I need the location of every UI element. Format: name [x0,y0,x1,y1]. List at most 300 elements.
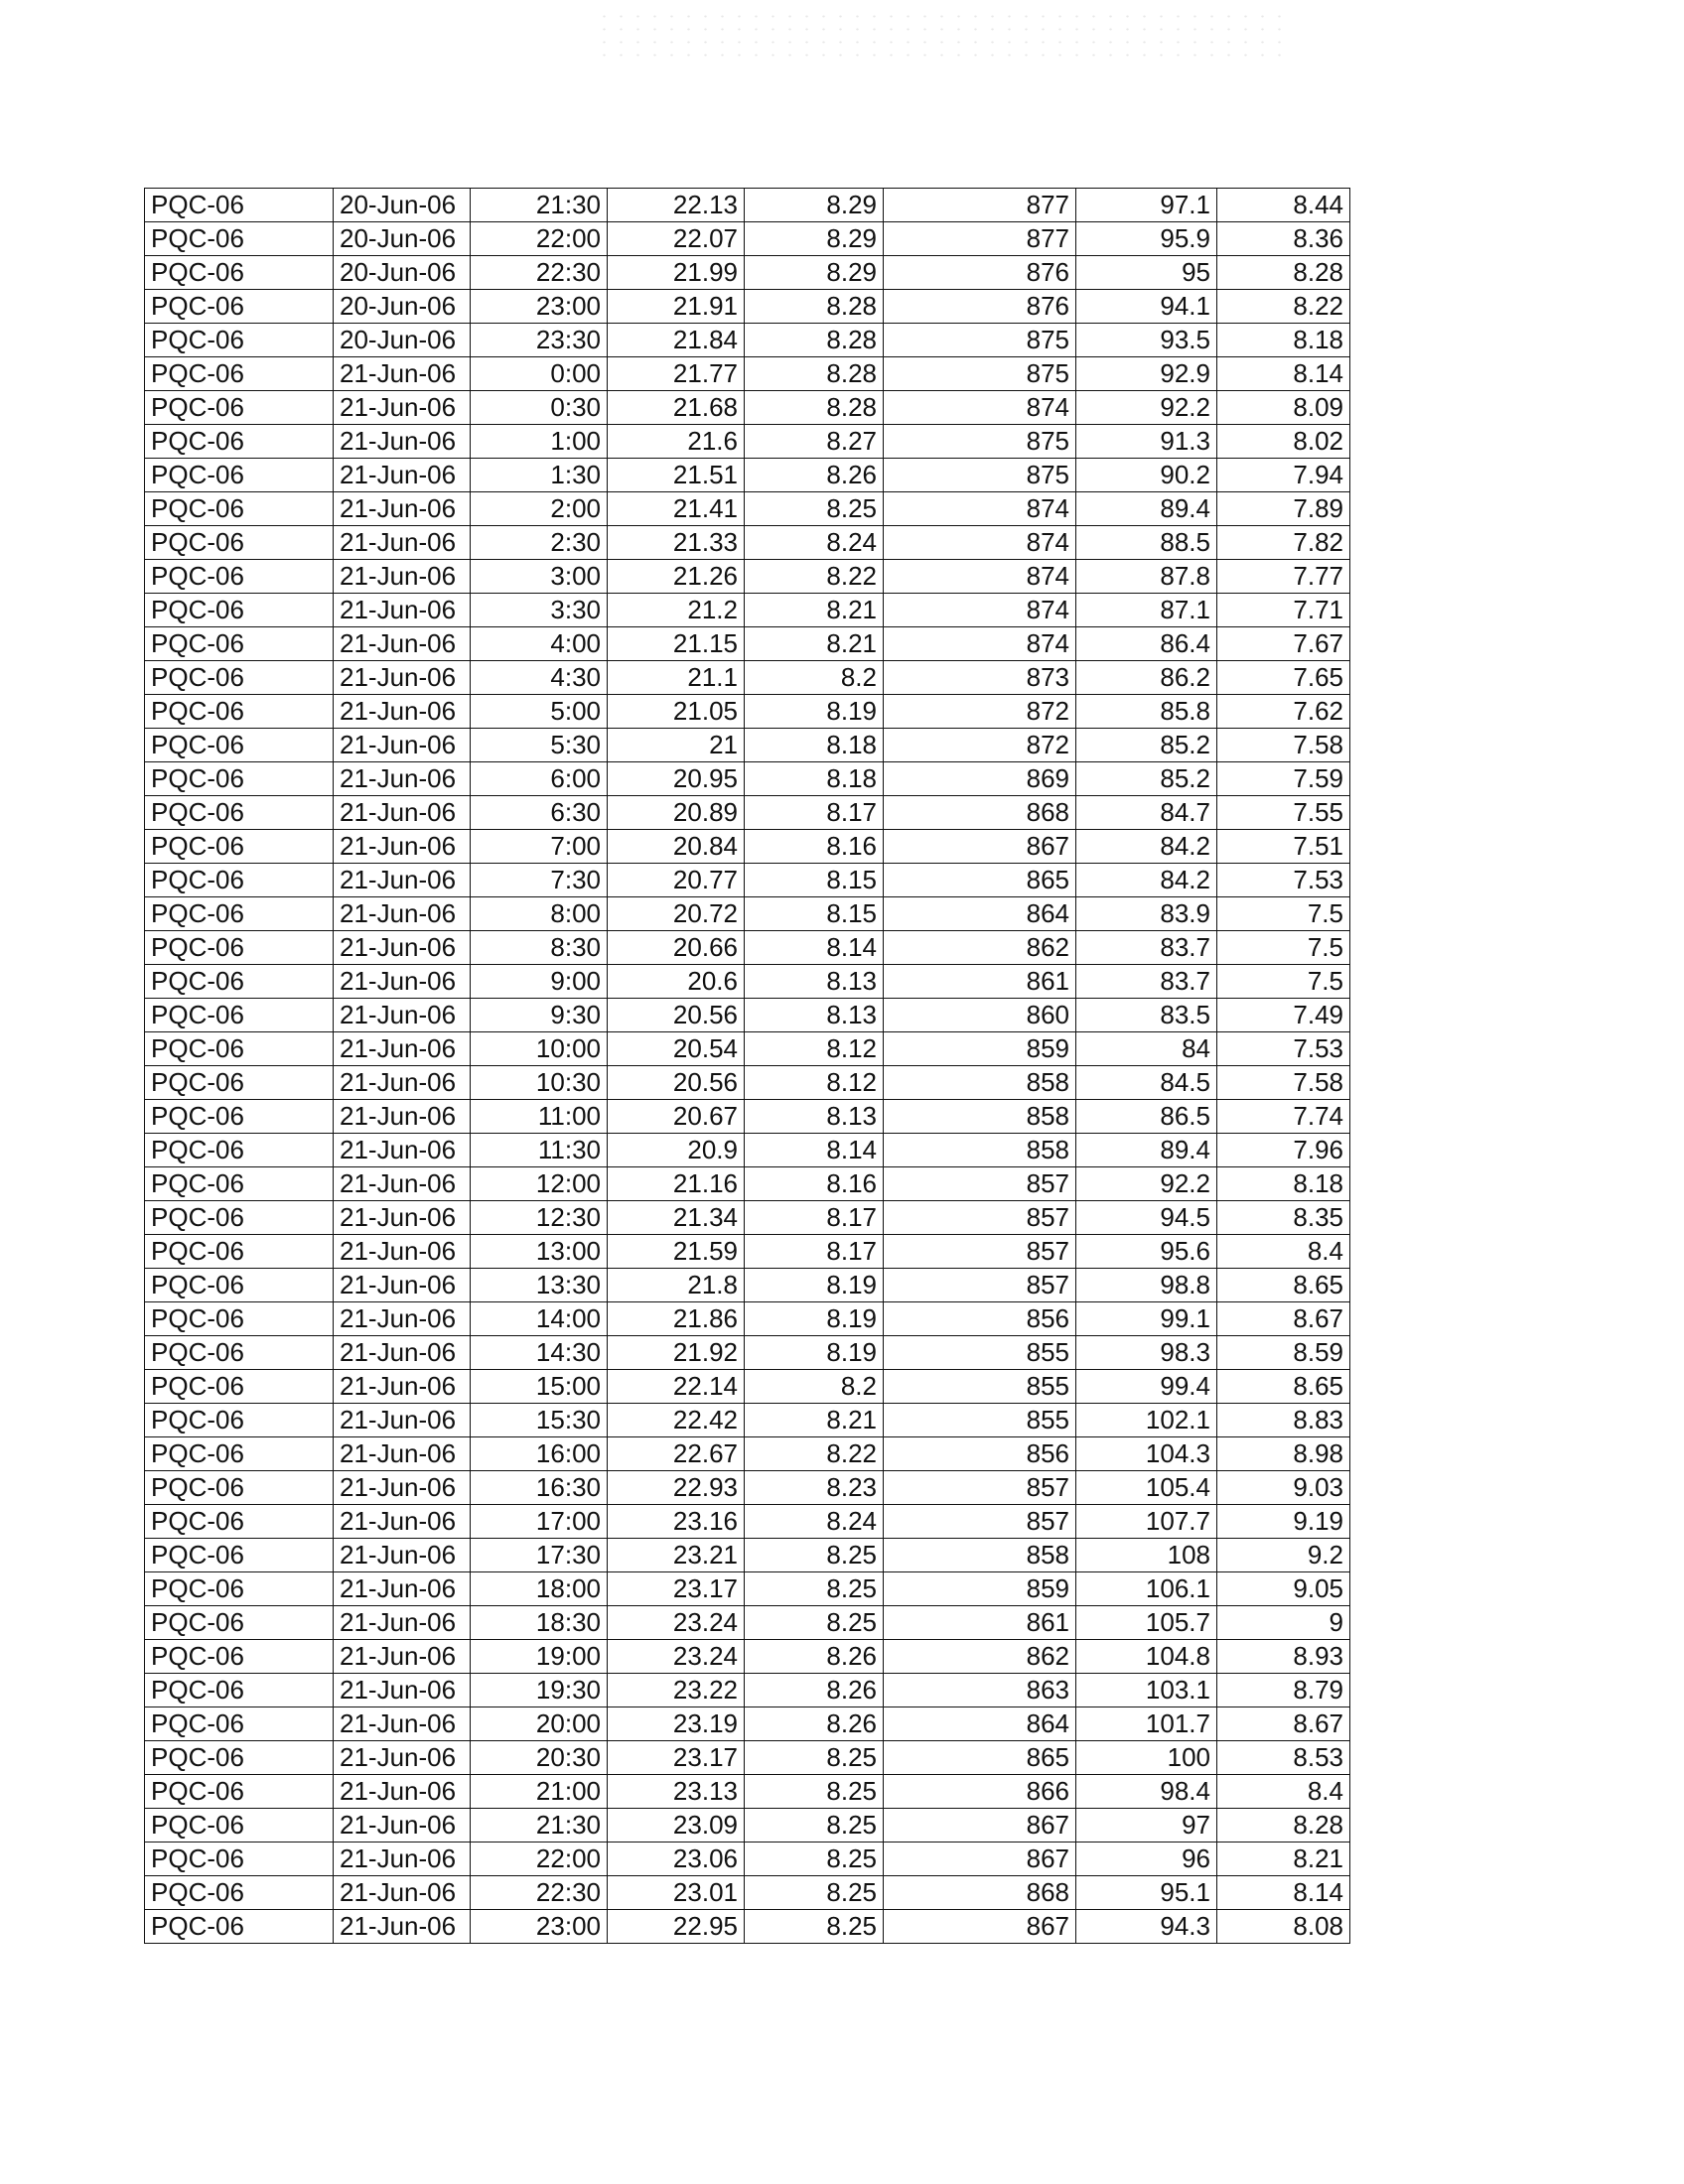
value1-cell: 20.77 [608,864,745,897]
time-cell: 18:30 [471,1606,608,1640]
site-cell: PQC-06 [145,1100,334,1134]
value4-cell: 92.2 [1076,391,1217,425]
date-cell: 21-Jun-06 [334,1741,471,1775]
table-row [145,695,1350,729]
value4-cell: 97 [1076,1809,1217,1843]
value5-cell: 8.4 [1217,1235,1350,1269]
site-cell: PQC-06 [145,627,334,661]
value3-cell: 856 [884,1302,1076,1336]
time-cell: 21:00 [471,1775,608,1809]
value3-cell: 855 [884,1370,1076,1404]
value2-cell: 8.24 [745,526,884,560]
value3-cell: 863 [884,1674,1076,1707]
time-cell: 5:00 [471,695,608,729]
value5-cell: 7.74 [1217,1100,1350,1134]
value5-cell: 8.28 [1217,1809,1350,1843]
date-cell: 21-Jun-06 [334,1167,471,1201]
value1-cell: 22.13 [608,189,745,222]
value2-cell: 8.29 [745,189,884,222]
value2-cell: 8.17 [745,1201,884,1235]
value1-cell: 20.84 [608,830,745,864]
table-row [145,1876,1350,1910]
value5-cell: 8.02 [1217,425,1350,459]
value1-cell: 20.56 [608,1066,745,1100]
value5-cell: 9 [1217,1606,1350,1640]
value5-cell: 7.51 [1217,830,1350,864]
time-cell: 11:00 [471,1100,608,1134]
value1-cell: 21.05 [608,695,745,729]
value1-cell: 23.01 [608,1876,745,1910]
value2-cell: 8.13 [745,965,884,999]
value3-cell: 874 [884,391,1076,425]
value1-cell: 20.95 [608,762,745,796]
value3-cell: 876 [884,256,1076,290]
value2-cell: 8.25 [745,492,884,526]
value4-cell: 103.1 [1076,1674,1217,1707]
value2-cell: 8.17 [745,1235,884,1269]
time-cell: 6:30 [471,796,608,830]
date-cell: 21-Jun-06 [334,1640,471,1674]
table-row [145,290,1350,324]
date-cell: 21-Jun-06 [334,425,471,459]
value4-cell: 94.1 [1076,290,1217,324]
time-cell: 3:00 [471,560,608,594]
value1-cell: 21.1 [608,661,745,695]
value3-cell: 860 [884,999,1076,1032]
value3-cell: 875 [884,324,1076,357]
site-cell: PQC-06 [145,1370,334,1404]
value5-cell: 9.19 [1217,1505,1350,1539]
date-cell: 21-Jun-06 [334,1572,471,1606]
value5-cell: 7.5 [1217,931,1350,965]
data-table-body [145,189,1350,1944]
date-cell: 21-Jun-06 [334,1100,471,1134]
value1-cell: 23.16 [608,1505,745,1539]
site-cell: PQC-06 [145,864,334,897]
value5-cell: 7.55 [1217,796,1350,830]
time-cell: 12:00 [471,1167,608,1201]
time-cell: 2:30 [471,526,608,560]
time-cell: 17:30 [471,1539,608,1572]
value2-cell: 8.28 [745,357,884,391]
value3-cell: 859 [884,1032,1076,1066]
date-cell: 21-Jun-06 [334,357,471,391]
table-row [145,425,1350,459]
site-cell: PQC-06 [145,695,334,729]
value1-cell: 21.99 [608,256,745,290]
table-row [145,931,1350,965]
value4-cell: 86.4 [1076,627,1217,661]
site-cell: PQC-06 [145,1437,334,1471]
date-cell: 21-Jun-06 [334,1876,471,1910]
value2-cell: 8.21 [745,627,884,661]
value3-cell: 875 [884,357,1076,391]
site-cell: PQC-06 [145,1269,334,1302]
time-cell: 19:00 [471,1640,608,1674]
value2-cell: 8.25 [745,1606,884,1640]
value1-cell: 20.56 [608,999,745,1032]
table-row [145,627,1350,661]
value2-cell: 8.25 [745,1809,884,1843]
date-cell: 20-Jun-06 [334,222,471,256]
value2-cell: 8.26 [745,1640,884,1674]
time-cell: 5:30 [471,729,608,762]
site-cell: PQC-06 [145,1201,334,1235]
value2-cell: 8.13 [745,1100,884,1134]
time-cell: 8:30 [471,931,608,965]
table-row [145,1505,1350,1539]
date-cell: 21-Jun-06 [334,1843,471,1876]
value4-cell: 108 [1076,1539,1217,1572]
value3-cell: 859 [884,1572,1076,1606]
value5-cell: 8.4 [1217,1775,1350,1809]
site-cell: PQC-06 [145,661,334,695]
date-cell: 21-Jun-06 [334,1134,471,1167]
value4-cell: 97.1 [1076,189,1217,222]
value4-cell: 94.5 [1076,1201,1217,1235]
date-cell: 21-Jun-06 [334,459,471,492]
date-cell: 21-Jun-06 [334,1437,471,1471]
value5-cell: 8.08 [1217,1910,1350,1944]
table-row [145,1167,1350,1201]
value1-cell: 20.66 [608,931,745,965]
value5-cell: 8.18 [1217,1167,1350,1201]
value1-cell: 22.14 [608,1370,745,1404]
value2-cell: 8.24 [745,1505,884,1539]
value5-cell: 8.65 [1217,1269,1350,1302]
value1-cell: 20.67 [608,1100,745,1134]
value4-cell: 106.1 [1076,1572,1217,1606]
table-row [145,762,1350,796]
site-cell: PQC-06 [145,222,334,256]
value5-cell: 7.58 [1217,1066,1350,1100]
value4-cell: 94.3 [1076,1910,1217,1944]
value2-cell: 8.19 [745,695,884,729]
site-cell: PQC-06 [145,1404,334,1437]
table-row [145,492,1350,526]
time-cell: 9:30 [471,999,608,1032]
value1-cell: 20.9 [608,1134,745,1167]
value2-cell: 8.19 [745,1302,884,1336]
site-cell: PQC-06 [145,594,334,627]
value3-cell: 869 [884,762,1076,796]
value4-cell: 87.8 [1076,560,1217,594]
time-cell: 22:30 [471,256,608,290]
site-cell: PQC-06 [145,1235,334,1269]
date-cell: 21-Jun-06 [334,695,471,729]
date-cell: 21-Jun-06 [334,1606,471,1640]
date-cell: 21-Jun-06 [334,999,471,1032]
value3-cell: 858 [884,1100,1076,1134]
date-cell: 21-Jun-06 [334,1201,471,1235]
date-cell: 21-Jun-06 [334,526,471,560]
site-cell: PQC-06 [145,290,334,324]
value4-cell: 84.2 [1076,830,1217,864]
value1-cell: 23.24 [608,1606,745,1640]
value4-cell: 85.2 [1076,729,1217,762]
table-row [145,1707,1350,1741]
value1-cell: 21.8 [608,1269,745,1302]
value2-cell: 8.26 [745,1707,884,1741]
date-cell: 21-Jun-06 [334,1404,471,1437]
time-cell: 6:00 [471,762,608,796]
value2-cell: 8.25 [745,1876,884,1910]
value5-cell: 8.09 [1217,391,1350,425]
date-cell: 21-Jun-06 [334,1910,471,1944]
table-row [145,1775,1350,1809]
value1-cell: 20.6 [608,965,745,999]
time-cell: 18:00 [471,1572,608,1606]
value4-cell: 98.8 [1076,1269,1217,1302]
time-cell: 13:30 [471,1269,608,1302]
value1-cell: 21.77 [608,357,745,391]
value3-cell: 872 [884,729,1076,762]
value4-cell: 101.7 [1076,1707,1217,1741]
value3-cell: 857 [884,1167,1076,1201]
value5-cell: 8.21 [1217,1843,1350,1876]
value3-cell: 868 [884,796,1076,830]
value2-cell: 8.19 [745,1269,884,1302]
value2-cell: 8.14 [745,931,884,965]
table-row [145,1809,1350,1843]
time-cell: 23:30 [471,324,608,357]
value3-cell: 874 [884,492,1076,526]
value3-cell: 856 [884,1437,1076,1471]
value4-cell: 99.4 [1076,1370,1217,1404]
value5-cell: 8.98 [1217,1437,1350,1471]
site-cell: PQC-06 [145,1674,334,1707]
table-row [145,1640,1350,1674]
time-cell: 16:30 [471,1471,608,1505]
date-cell: 21-Jun-06 [334,1235,471,1269]
value1-cell: 23.22 [608,1674,745,1707]
date-cell: 21-Jun-06 [334,1809,471,1843]
site-cell: PQC-06 [145,729,334,762]
time-cell: 7:00 [471,830,608,864]
value3-cell: 874 [884,526,1076,560]
value2-cell: 8.18 [745,762,884,796]
value1-cell: 21.34 [608,1201,745,1235]
table-row [145,1910,1350,1944]
table-row [145,1437,1350,1471]
value2-cell: 8.17 [745,796,884,830]
value5-cell: 9.03 [1217,1471,1350,1505]
site-cell: PQC-06 [145,357,334,391]
site-cell: PQC-06 [145,1843,334,1876]
value3-cell: 866 [884,1775,1076,1809]
site-cell: PQC-06 [145,1505,334,1539]
value4-cell: 95.1 [1076,1876,1217,1910]
value2-cell: 8.27 [745,425,884,459]
value5-cell: 7.65 [1217,661,1350,695]
table-row [145,796,1350,830]
value1-cell: 22.93 [608,1471,745,1505]
time-cell: 21:30 [471,189,608,222]
time-cell: 10:30 [471,1066,608,1100]
time-cell: 2:00 [471,492,608,526]
value1-cell: 21.91 [608,290,745,324]
site-cell: PQC-06 [145,1032,334,1066]
table-row [145,256,1350,290]
value4-cell: 84.5 [1076,1066,1217,1100]
value4-cell: 83.7 [1076,931,1217,965]
value3-cell: 857 [884,1505,1076,1539]
value3-cell: 868 [884,1876,1076,1910]
value2-cell: 8.2 [745,661,884,695]
time-cell: 22:30 [471,1876,608,1910]
site-cell: PQC-06 [145,492,334,526]
value3-cell: 861 [884,965,1076,999]
site-cell: PQC-06 [145,1707,334,1741]
value1-cell: 23.17 [608,1572,745,1606]
site-cell: PQC-06 [145,965,334,999]
site-cell: PQC-06 [145,459,334,492]
value4-cell: 98.3 [1076,1336,1217,1370]
date-cell: 20-Jun-06 [334,189,471,222]
value2-cell: 8.28 [745,290,884,324]
value5-cell: 7.77 [1217,560,1350,594]
table-row [145,459,1350,492]
value5-cell: 8.65 [1217,1370,1350,1404]
value2-cell: 8.23 [745,1471,884,1505]
time-cell: 8:00 [471,897,608,931]
value5-cell: 8.59 [1217,1336,1350,1370]
value4-cell: 92.2 [1076,1167,1217,1201]
value5-cell: 7.5 [1217,897,1350,931]
value1-cell: 23.24 [608,1640,745,1674]
date-cell: 21-Jun-06 [334,762,471,796]
site-cell: PQC-06 [145,560,334,594]
time-cell: 3:30 [471,594,608,627]
value4-cell: 93.5 [1076,324,1217,357]
value5-cell: 8.53 [1217,1741,1350,1775]
value2-cell: 8.25 [745,1843,884,1876]
time-cell: 23:00 [471,1910,608,1944]
site-cell: PQC-06 [145,1606,334,1640]
table-row [145,1235,1350,1269]
value2-cell: 8.21 [745,594,884,627]
date-cell: 21-Jun-06 [334,1775,471,1809]
table-row [145,1302,1350,1336]
time-cell: 10:00 [471,1032,608,1066]
value4-cell: 105.7 [1076,1606,1217,1640]
table-row [145,661,1350,695]
date-cell: 21-Jun-06 [334,931,471,965]
time-cell: 15:30 [471,1404,608,1437]
value1-cell: 21.2 [608,594,745,627]
value2-cell: 8.12 [745,1066,884,1100]
date-cell: 20-Jun-06 [334,256,471,290]
value4-cell: 84.2 [1076,864,1217,897]
table-row [145,1674,1350,1707]
value4-cell: 105.4 [1076,1471,1217,1505]
value1-cell: 20.72 [608,897,745,931]
value5-cell: 8.67 [1217,1707,1350,1741]
value2-cell: 8.26 [745,1674,884,1707]
value2-cell: 8.25 [745,1539,884,1572]
table-row [145,1843,1350,1876]
table-row [145,1269,1350,1302]
value4-cell: 96 [1076,1843,1217,1876]
time-cell: 17:00 [471,1505,608,1539]
value5-cell: 7.96 [1217,1134,1350,1167]
value1-cell: 21.51 [608,459,745,492]
date-cell: 21-Jun-06 [334,1370,471,1404]
table-row [145,999,1350,1032]
table-row [145,222,1350,256]
value3-cell: 862 [884,931,1076,965]
time-cell: 16:00 [471,1437,608,1471]
date-cell: 21-Jun-06 [334,864,471,897]
value4-cell: 83.7 [1076,965,1217,999]
date-cell: 21-Jun-06 [334,830,471,864]
date-cell: 21-Jun-06 [334,965,471,999]
site-cell: PQC-06 [145,830,334,864]
time-cell: 13:00 [471,1235,608,1269]
value3-cell: 867 [884,1910,1076,1944]
value2-cell: 8.16 [745,830,884,864]
value1-cell: 23.13 [608,1775,745,1809]
value2-cell: 8.13 [745,999,884,1032]
value1-cell: 21.86 [608,1302,745,1336]
table-row [145,391,1350,425]
value2-cell: 8.12 [745,1032,884,1066]
value4-cell: 95.6 [1076,1235,1217,1269]
date-cell: 20-Jun-06 [334,290,471,324]
value4-cell: 98.4 [1076,1775,1217,1809]
value5-cell: 8.79 [1217,1674,1350,1707]
value2-cell: 8.29 [745,222,884,256]
value5-cell: 7.53 [1217,1032,1350,1066]
value2-cell: 8.25 [745,1741,884,1775]
value3-cell: 877 [884,189,1076,222]
value3-cell: 874 [884,560,1076,594]
site-cell: PQC-06 [145,999,334,1032]
date-cell: 21-Jun-06 [334,1505,471,1539]
site-cell: PQC-06 [145,1809,334,1843]
value4-cell: 86.2 [1076,661,1217,695]
value4-cell: 104.3 [1076,1437,1217,1471]
value2-cell: 8.16 [745,1167,884,1201]
value4-cell: 85.2 [1076,762,1217,796]
table-row [145,1336,1350,1370]
value1-cell: 21.41 [608,492,745,526]
site-cell: PQC-06 [145,1775,334,1809]
value2-cell: 8.22 [745,560,884,594]
value2-cell: 8.25 [745,1572,884,1606]
value3-cell: 867 [884,1843,1076,1876]
time-cell: 7:30 [471,864,608,897]
value3-cell: 874 [884,627,1076,661]
value4-cell: 91.3 [1076,425,1217,459]
value3-cell: 872 [884,695,1076,729]
value1-cell: 21.26 [608,560,745,594]
value2-cell: 8.21 [745,1404,884,1437]
value1-cell: 21 [608,729,745,762]
site-cell: PQC-06 [145,1167,334,1201]
time-cell: 22:00 [471,1843,608,1876]
value3-cell: 855 [884,1404,1076,1437]
value2-cell: 8.29 [745,256,884,290]
table-row [145,324,1350,357]
value5-cell: 7.89 [1217,492,1350,526]
date-cell: 21-Jun-06 [334,796,471,830]
value1-cell: 21.92 [608,1336,745,1370]
site-cell: PQC-06 [145,1572,334,1606]
value3-cell: 875 [884,459,1076,492]
site-cell: PQC-06 [145,425,334,459]
value1-cell: 20.89 [608,796,745,830]
